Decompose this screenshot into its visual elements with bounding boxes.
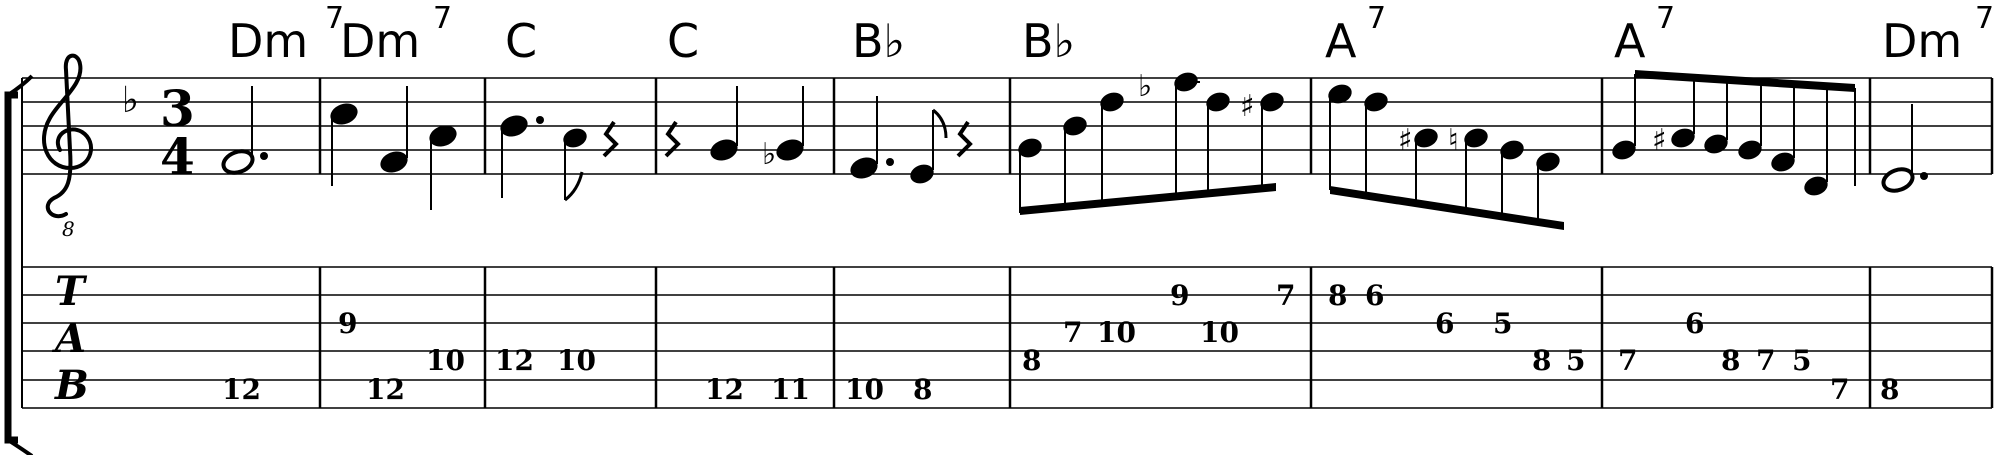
svg-text:♭: ♭ [762, 137, 777, 172]
quarter-rest-icon [666, 122, 678, 156]
half-note [1880, 165, 1915, 194]
tab-number: 8 [1721, 344, 1741, 377]
tab-number: 9 [1170, 279, 1190, 312]
tab-number: 7 [1063, 316, 1083, 349]
measure-5-notes [847, 96, 970, 187]
chord-extension-2: 7 [433, 1, 453, 36]
chord-symbol-2: Dm [340, 14, 421, 68]
tab-number: 8 [1328, 279, 1348, 312]
tab-number: 5 [1792, 344, 1812, 377]
tab-number: 10 [1200, 316, 1239, 349]
chord-symbol-1: Dm [228, 14, 309, 68]
quarter-rest-icon [958, 122, 970, 156]
clef-octave-mark: 8 [62, 217, 75, 241]
measure-2-notes [327, 86, 459, 210]
chord-extension-9: 7 [1975, 1, 1995, 36]
augmentation-dot [1920, 172, 1928, 180]
tab-number: 7 [1618, 344, 1638, 377]
measure-3-notes [497, 112, 616, 200]
tab-number: 8 [913, 373, 933, 406]
tab-number: 12 [222, 373, 261, 406]
chord-symbol-7: A [1325, 14, 1357, 68]
chord-symbol-8: A [1614, 14, 1646, 68]
tab-number: 8 [1022, 344, 1042, 377]
svg-text:♯: ♯ [1398, 123, 1413, 158]
beam [1635, 70, 1855, 92]
time-signature-numerator: 3 [160, 79, 195, 138]
tab-number: 12 [366, 373, 405, 406]
tab-number: 6 [1685, 307, 1705, 340]
beam [1020, 183, 1276, 215]
beam [1330, 186, 1564, 230]
time-signature-denominator: 4 [160, 127, 195, 186]
tab-number: 12 [705, 373, 744, 406]
tab-number: 8 [1880, 373, 1900, 406]
chord-symbol-6: B♭ [1022, 14, 1076, 68]
tab-number: 5 [1566, 344, 1586, 377]
tab-clef-b: B [55, 362, 89, 409]
measure-4-notes [666, 86, 807, 172]
tab-clef-t: T [55, 268, 85, 315]
bracket-top-hook [8, 76, 32, 95]
chord-symbol-4: C [667, 14, 700, 68]
chord-extension-7: 7 [1367, 1, 1387, 36]
tab-number: 8 [1532, 344, 1552, 377]
tab-number: 12 [495, 344, 534, 377]
tab-number: 10 [845, 373, 884, 406]
measure-1-notes [220, 86, 268, 177]
chord-symbol-9: Dm [1882, 14, 1963, 68]
measure-7-notes [1326, 81, 1564, 230]
tab-number: 10 [1097, 316, 1136, 349]
half-note [220, 147, 255, 176]
tab-number: 7 [1276, 279, 1296, 312]
standard-staff [22, 78, 1992, 174]
tab-number: 5 [1493, 307, 1513, 340]
bracket-bottom-hook [8, 440, 32, 455]
key-signature-flat: ♭ [122, 80, 139, 121]
tab-number: 7 [1756, 344, 1776, 377]
tab-number: 10 [557, 344, 596, 377]
system-bracket [8, 95, 18, 440]
svg-text:♮: ♮ [1448, 123, 1459, 158]
measure-6-notes [1016, 69, 1287, 215]
treble-clef-icon [44, 56, 91, 217]
tab-number: 11 [771, 373, 810, 406]
tab-clef-a: A [55, 315, 87, 362]
chord-extension-8: 7 [1656, 1, 1676, 36]
tab-number: 7 [1830, 373, 1850, 406]
tab-number: 6 [1435, 307, 1455, 340]
svg-text:♯: ♯ [1652, 123, 1667, 158]
tab-number: 9 [338, 307, 358, 340]
svg-text:♭: ♭ [1138, 69, 1153, 104]
svg-text:♯: ♯ [1240, 89, 1255, 124]
tab-number: 6 [1365, 279, 1385, 312]
chord-extension-1: 7 [325, 1, 345, 36]
measure-8-notes [1610, 70, 1855, 199]
tab-number: 10 [426, 344, 465, 377]
chord-symbol-5: B♭ [852, 14, 906, 68]
chord-symbol-3: C [505, 14, 538, 68]
augmentation-dot [260, 152, 268, 160]
quarter-rest-icon [604, 122, 616, 156]
